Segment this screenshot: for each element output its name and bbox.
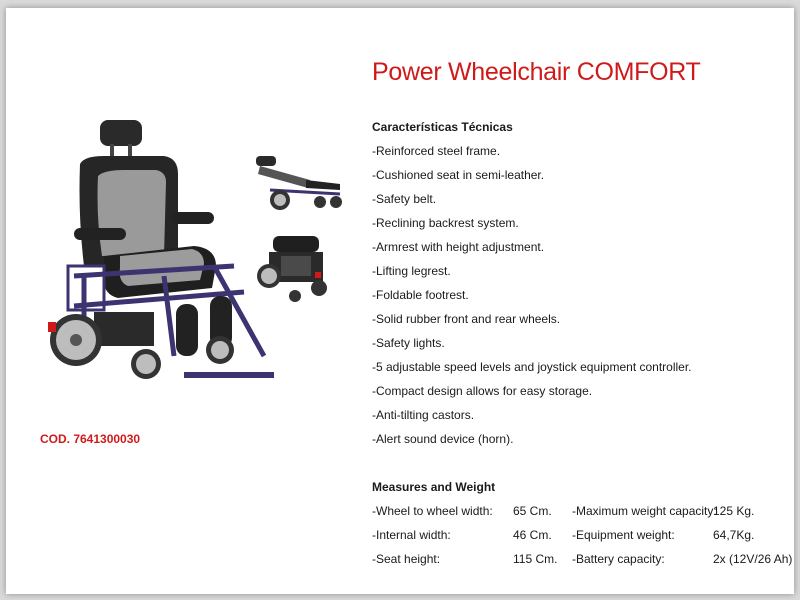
feature-item: -Armrest with height adjustment.: [372, 240, 545, 254]
measures-row: [372, 504, 792, 528]
measure-label: -Wheel to wheel width:: [372, 504, 493, 518]
feature-item: -Compact design allows for easy storage.: [372, 384, 593, 398]
feature-item: -Safety lights.: [372, 336, 445, 350]
feature-item: -Reclining backrest system.: [372, 216, 519, 230]
wheelchair-folded-image: [255, 228, 335, 306]
feature-item: -Reinforced steel frame.: [372, 144, 501, 158]
feature-item: -Foldable footrest.: [372, 288, 469, 302]
measure-value: 2x (12V/26 Ah): [713, 552, 793, 566]
measure-label: -Equipment weight:: [572, 528, 675, 542]
features-heading: Características Técnicas: [372, 120, 513, 134]
measure-value: 46 Cm.: [513, 528, 552, 542]
measure-label: -Internal width:: [372, 528, 451, 542]
wheelchair-reclined-image: [250, 150, 350, 214]
feature-item: -Solid rubber front and rear wheels.: [372, 312, 561, 326]
measures-heading: Measures and Weight: [372, 480, 496, 494]
measure-label: -Battery capacity:: [572, 552, 665, 566]
feature-item: -Cushioned seat in semi-leather.: [372, 168, 545, 182]
measure-label: -Seat height:: [372, 552, 441, 566]
wheelchair-main-image: [44, 116, 284, 396]
measure-value: 115 Cm.: [513, 552, 558, 566]
measures-row: [372, 528, 792, 552]
feature-item: -Anti-tilting castors.: [372, 408, 475, 422]
features-list: [372, 144, 782, 456]
product-code: COD. 7641300030: [40, 432, 141, 446]
measures-row: [372, 552, 792, 576]
feature-item: -Safety belt.: [372, 192, 437, 206]
features-section: [372, 120, 782, 456]
measure-label: -Maximum weight capacity:: [572, 504, 717, 518]
page-title: Power Wheelchair COMFORT: [372, 58, 701, 86]
feature-item: -Lifting legrest.: [372, 264, 451, 278]
measure-value: 65 Cm.: [513, 504, 552, 518]
feature-item: -Alert sound device (horn).: [372, 432, 514, 446]
feature-item: -5 adjustable speed levels and joystick equipment controller.: [372, 360, 692, 374]
measure-value: 64,7Kg.: [713, 528, 755, 542]
measure-value: 125 Kg.: [713, 504, 755, 518]
measures-section: [372, 480, 792, 576]
